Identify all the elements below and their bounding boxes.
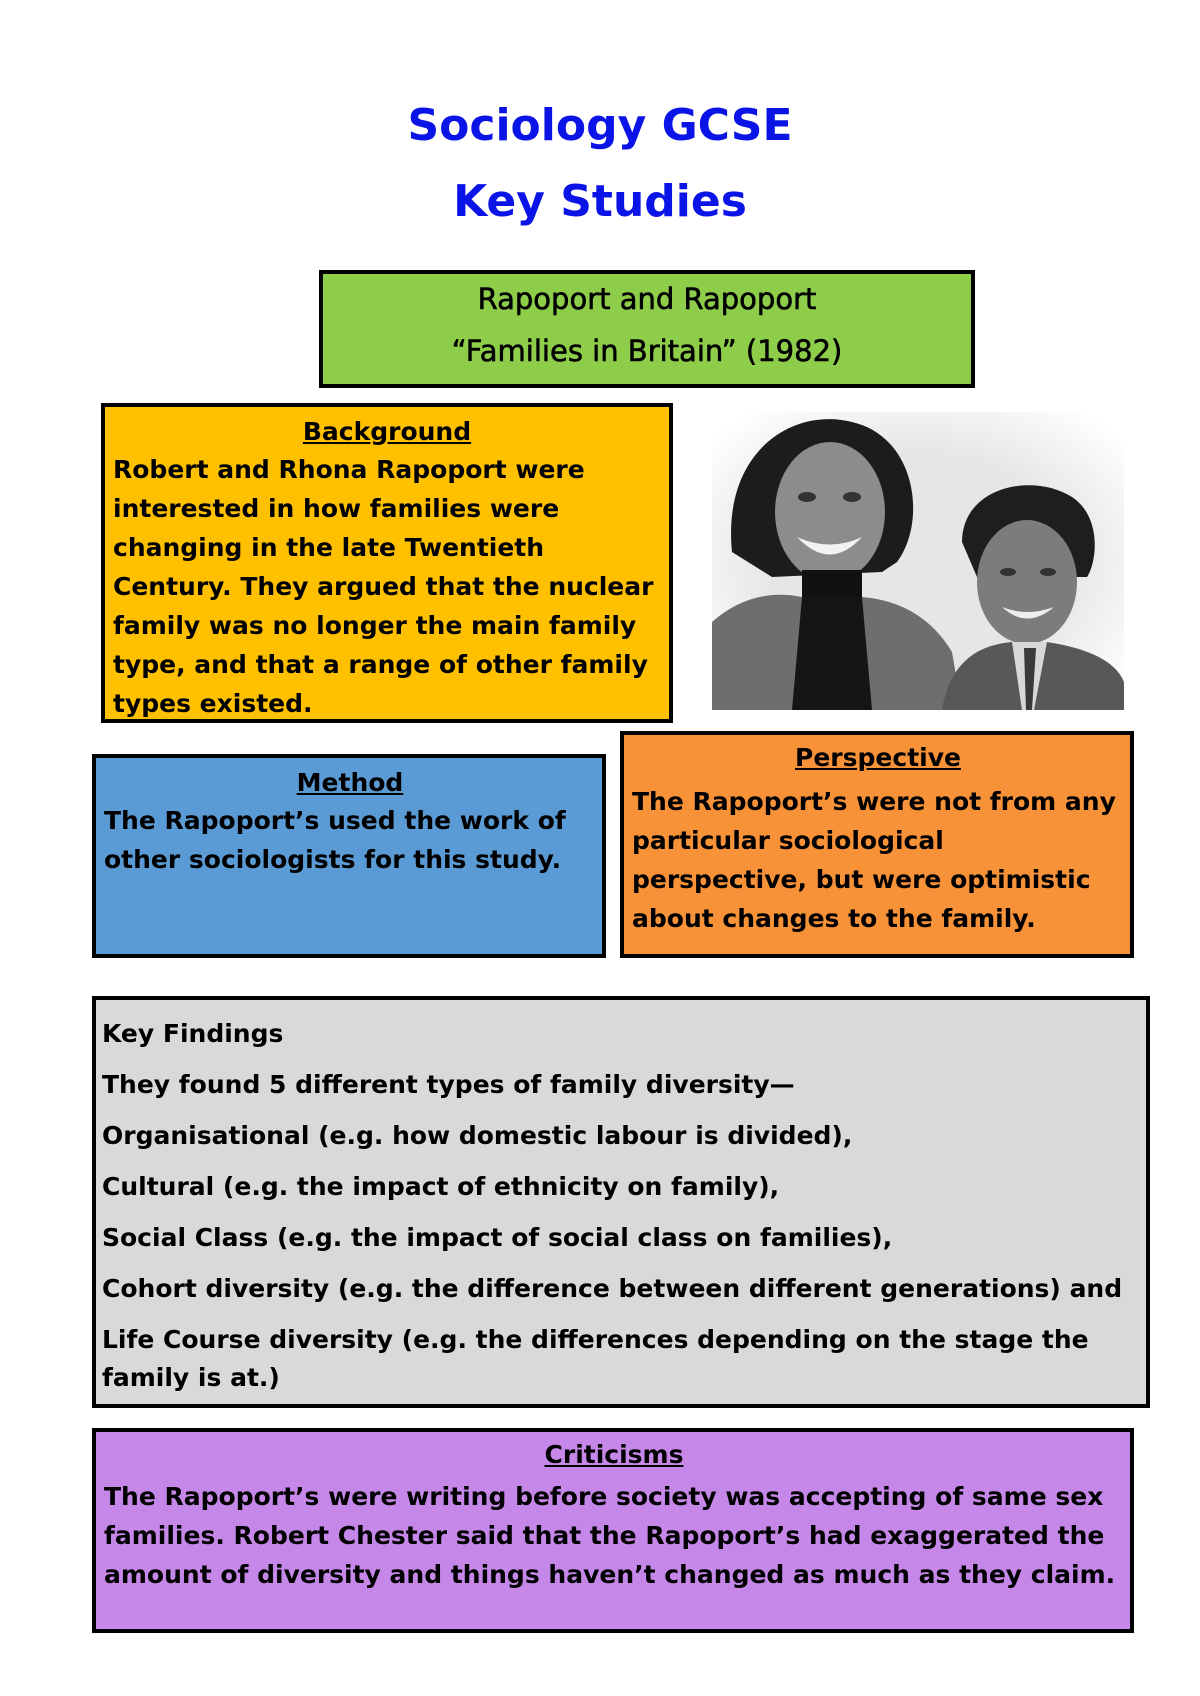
finding-line: Life Course diversity (e.g. the differences depending on the stage the family is at.) (102, 1325, 1089, 1392)
perspective-box (620, 731, 1134, 958)
study-work-title: “Families in Britain” (1982) (451, 334, 843, 368)
perspective-text: The Rapoport’s were not from any particular sociological perspective, but were optimistic about changes to the family. (632, 787, 1116, 933)
page-title: Sociology GCSE (407, 100, 793, 151)
study-authors: Rapoport and Rapoport (477, 282, 817, 316)
method-text: The Rapoport’s used the work of other sociologists for this study. (104, 806, 566, 874)
rapoports-photo (712, 412, 1124, 710)
finding-line: They found 5 different types of family diversity— (102, 1070, 795, 1099)
page-subtitle: Key Studies (453, 176, 747, 227)
key-findings-box (92, 996, 1150, 1408)
method-heading: Method (296, 768, 404, 797)
background-box (101, 403, 673, 723)
method-box (92, 754, 606, 958)
finding-line: Organisational (e.g. how domestic labour is divided), (102, 1121, 853, 1150)
finding-line: Cultural (e.g. the impact of ethnicity on family), (102, 1172, 780, 1201)
study-title-box (319, 270, 975, 388)
perspective-heading: Perspective (795, 743, 961, 772)
background-heading: Background (302, 417, 472, 446)
finding-line: Social Class (e.g. the impact of social class on families), (102, 1223, 893, 1252)
criticisms-box (92, 1428, 1134, 1633)
couple-photo-illustration (712, 412, 1124, 710)
criticisms-text: The Rapoport’s were writing before society was accepting of same sex families. Robert Chester said that the Rapoport’s had exaggerated the amount of diversity and things haven’t changed as much as they claim. (104, 1482, 1116, 1589)
background-text: Robert and Rhona Rapoport were interested in how families were changing in the late Twentieth Century. They argued that the nuclear family was no longer the main family type, and that a range of other family types existed. (113, 455, 654, 718)
finding-line: Cohort diversity (e.g. the difference between different generations) and (102, 1274, 1123, 1303)
key-findings-heading: Key Findings (102, 1019, 284, 1048)
criticisms-heading: Criticisms (544, 1440, 684, 1469)
